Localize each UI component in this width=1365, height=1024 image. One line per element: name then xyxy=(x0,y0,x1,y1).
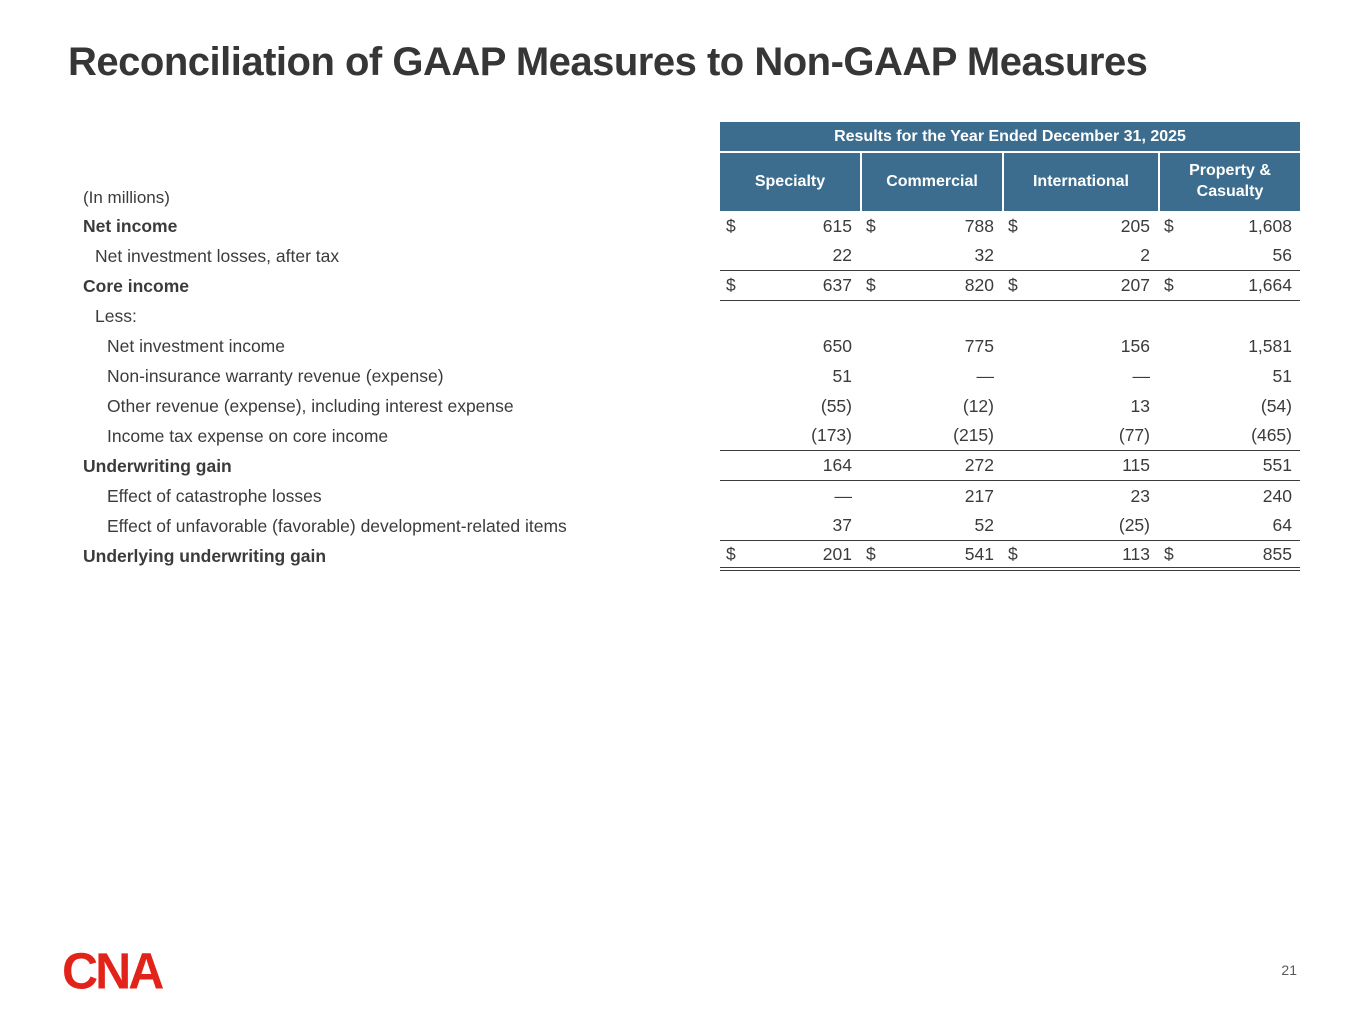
cell-number: 201 xyxy=(822,543,852,564)
dollar-sign: $ xyxy=(1164,275,1174,295)
cell-value xyxy=(1158,331,1300,361)
cell-number: (25) xyxy=(1118,515,1150,535)
cell-number: 217 xyxy=(964,485,994,506)
cell-number: 551 xyxy=(1262,455,1292,475)
cell-value xyxy=(1158,301,1300,331)
table-row xyxy=(83,271,1300,301)
cell-number: 775 xyxy=(964,335,994,356)
cell-number: 1,581 xyxy=(1248,335,1292,356)
cell-number: (77) xyxy=(1118,425,1150,445)
cell-value xyxy=(1002,511,1158,541)
cell-value xyxy=(720,511,860,541)
cell-number: 820 xyxy=(964,275,994,295)
cell-number: 205 xyxy=(1120,215,1150,236)
column-header-commercial: Commercial xyxy=(860,153,1002,211)
cell-number: 51 xyxy=(1272,365,1292,386)
table-row xyxy=(83,511,1300,541)
dollar-sign: $ xyxy=(1008,215,1018,236)
cell-value xyxy=(1158,421,1300,451)
cna-logo: CNA xyxy=(62,942,162,1000)
cell-value xyxy=(860,331,1002,361)
table-row xyxy=(83,241,1300,271)
column-header-specialty: Specialty xyxy=(720,153,860,211)
table-row xyxy=(83,331,1300,361)
row-label: Effect of catastrophe losses xyxy=(107,485,322,506)
cell-value xyxy=(860,361,1002,391)
cell-number: 52 xyxy=(974,515,994,535)
cell-number: — xyxy=(976,365,994,386)
cell-value xyxy=(1002,241,1158,271)
cell-number: 51 xyxy=(832,365,852,386)
dollar-sign: $ xyxy=(726,275,736,295)
cell-number: 156 xyxy=(1120,335,1150,356)
cell-value xyxy=(1002,271,1158,301)
cell-number: 855 xyxy=(1262,543,1292,564)
dollar-sign: $ xyxy=(726,543,736,564)
row-label: Effect of unfavorable (favorable) development-related items xyxy=(107,515,567,536)
cell-value xyxy=(1158,241,1300,271)
table-row xyxy=(83,481,1300,511)
table-row xyxy=(83,361,1300,391)
cell-value xyxy=(860,481,1002,511)
table-banner: Results for the Year Ended December 31, 2025 xyxy=(720,122,1300,151)
cell-number: 37 xyxy=(832,515,852,535)
cell-value xyxy=(1158,481,1300,511)
row-label: Underlying underwriting gain xyxy=(83,545,327,566)
cell-value xyxy=(860,241,1002,271)
cell-number: 64 xyxy=(1272,515,1292,535)
cell-value xyxy=(1002,541,1158,571)
row-label: Underwriting gain xyxy=(83,455,232,476)
cell-number: 56 xyxy=(1272,245,1292,265)
row-label: Less: xyxy=(95,305,137,326)
table-row xyxy=(83,451,1300,481)
cell-value xyxy=(1158,511,1300,541)
row-label: Net income xyxy=(83,215,178,236)
cell-number: (173) xyxy=(811,425,852,445)
cell-number: 1,664 xyxy=(1248,275,1292,295)
cell-number: (55) xyxy=(820,395,852,416)
cell-value xyxy=(720,481,860,511)
table-row xyxy=(83,541,1300,571)
cell-number: 207 xyxy=(1120,275,1150,295)
cell-value xyxy=(1002,451,1158,481)
cell-value xyxy=(720,211,860,241)
cell-number: 13 xyxy=(1130,395,1150,416)
cell-value xyxy=(1002,361,1158,391)
cell-value xyxy=(720,331,860,361)
cell-value xyxy=(720,391,860,421)
cell-value xyxy=(720,451,860,481)
cell-number: 788 xyxy=(964,215,994,236)
cell-number: (465) xyxy=(1251,425,1292,445)
cell-value xyxy=(1002,301,1158,331)
cell-value xyxy=(1158,451,1300,481)
cell-value xyxy=(1158,391,1300,421)
cell-value xyxy=(720,421,860,451)
table-header-row xyxy=(83,153,1300,211)
cell-number: 1,608 xyxy=(1248,215,1292,236)
cell-value xyxy=(860,511,1002,541)
cell-number: — xyxy=(1132,365,1150,386)
cell-value xyxy=(1158,271,1300,301)
cell-value xyxy=(1002,391,1158,421)
dollar-sign: $ xyxy=(866,275,876,295)
cell-value xyxy=(860,391,1002,421)
table-banner-row xyxy=(83,122,1300,151)
cell-number: (54) xyxy=(1260,395,1292,416)
column-header-international: International xyxy=(1002,153,1158,211)
cell-number: (12) xyxy=(962,395,994,416)
cell-number: 2 xyxy=(1140,245,1150,265)
cell-value xyxy=(1158,361,1300,391)
cell-value xyxy=(860,301,1002,331)
cell-value xyxy=(860,541,1002,571)
column-header-property-casualty: Property & Casualty xyxy=(1158,153,1300,211)
cell-number: 22 xyxy=(832,245,852,265)
dollar-sign: $ xyxy=(866,543,876,564)
cell-value xyxy=(720,541,860,571)
cell-number: 164 xyxy=(822,455,852,475)
dollar-sign: $ xyxy=(1164,215,1174,236)
row-label: Net investment income xyxy=(107,335,285,356)
cell-number: 115 xyxy=(1122,455,1150,475)
table-body xyxy=(83,211,1300,571)
cell-value xyxy=(720,271,860,301)
cell-number: 32 xyxy=(974,245,994,265)
row-label: Core income xyxy=(83,275,189,296)
cell-value xyxy=(860,271,1002,301)
dollar-sign: $ xyxy=(726,215,736,236)
cell-value xyxy=(860,211,1002,241)
page-number: 21 xyxy=(1281,962,1297,978)
table-row xyxy=(83,211,1300,241)
row-label: Net investment losses, after tax xyxy=(95,245,340,266)
cell-number: 240 xyxy=(1262,485,1292,506)
cell-number: 23 xyxy=(1130,485,1150,506)
cell-number: 650 xyxy=(822,335,852,356)
dollar-sign: $ xyxy=(1164,543,1174,564)
cell-number: 615 xyxy=(822,215,852,236)
cell-number: 272 xyxy=(964,455,994,475)
row-label: Non-insurance warranty revenue (expense) xyxy=(107,365,444,386)
dollar-sign: $ xyxy=(1008,543,1018,564)
cell-value xyxy=(860,451,1002,481)
cell-value xyxy=(1158,211,1300,241)
cell-value xyxy=(1002,211,1158,241)
row-label: Income tax expense on core income xyxy=(107,425,389,446)
table-row xyxy=(83,421,1300,451)
cell-number: — xyxy=(834,485,852,506)
dollar-sign: $ xyxy=(1008,275,1018,295)
cell-value xyxy=(860,421,1002,451)
units-label: (In millions) xyxy=(83,188,170,207)
cell-value xyxy=(1002,481,1158,511)
dollar-sign: $ xyxy=(866,215,876,236)
cell-value xyxy=(1158,541,1300,571)
reconciliation-table xyxy=(83,122,1300,571)
cell-number: (215) xyxy=(953,425,994,445)
row-label: Other revenue (expense), including interest expense xyxy=(107,395,514,416)
table-row xyxy=(83,391,1300,421)
cell-number: 541 xyxy=(964,543,994,564)
banner-spacer xyxy=(83,122,720,151)
table-row xyxy=(83,301,1300,331)
page-title: Reconciliation of GAAP Measures to Non-GAAP Measures xyxy=(68,40,1148,84)
cell-value xyxy=(720,241,860,271)
cell-value xyxy=(1002,421,1158,451)
cell-value xyxy=(1002,331,1158,361)
cell-number: 637 xyxy=(822,275,852,295)
cell-number: 113 xyxy=(1122,543,1150,564)
cell-value xyxy=(720,301,860,331)
cell-value xyxy=(720,361,860,391)
